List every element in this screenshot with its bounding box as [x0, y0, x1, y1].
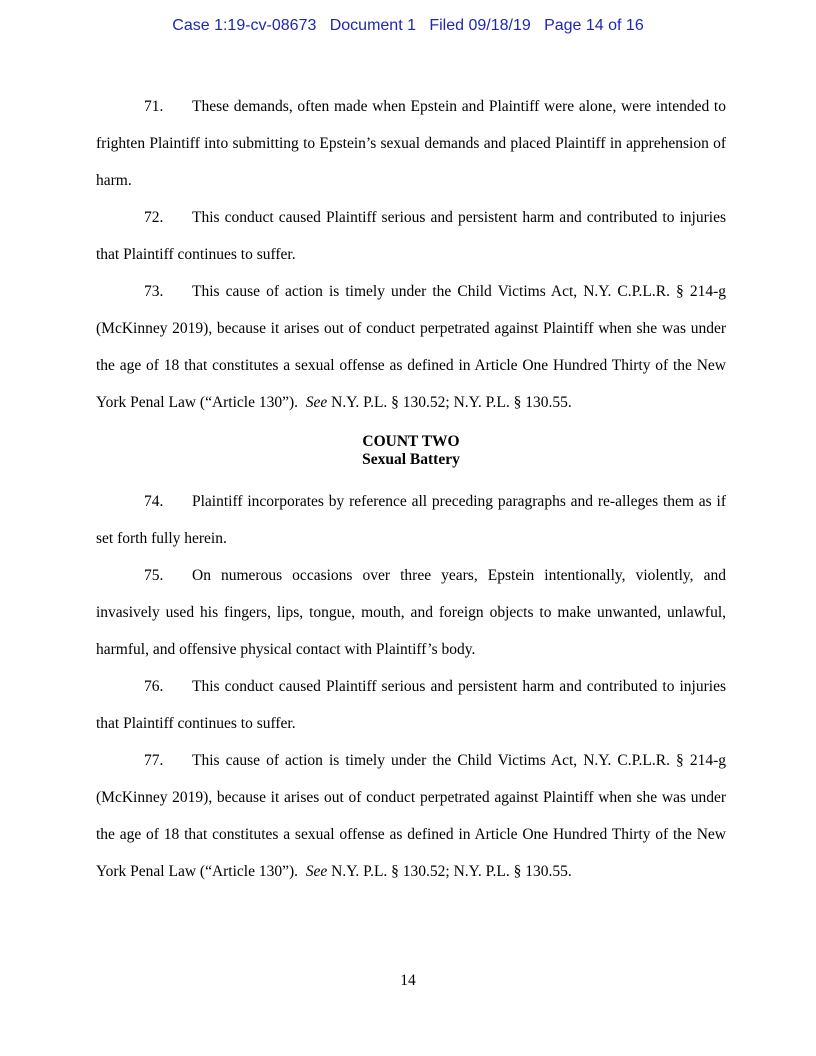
paragraph-number: 73. — [144, 283, 164, 300]
paragraph-71 — [96, 88, 726, 199]
paragraph-text: This conduct caused Plaintiff serious and persistent harm and contributed to injuries that Plaintiff continues to suffer. — [96, 209, 726, 263]
paragraph-text: This cause of action is timely under the Child Victims Act, N.Y. C.P.L.R. § 214-g (McKinney 2019), because it arises out of conduct perpetrated against Plaintiff when she was under the age of 18 that constitutes a sexual offense as defined in Article One Hundred Thirty of the New York Penal Law (“Article 130”). — [96, 752, 726, 880]
page-number: 14 — [400, 972, 416, 989]
case-number: Case 1:19-cv-08673 — [172, 17, 317, 34]
paragraph-text: This cause of action is timely under the Child Victims Act, N.Y. C.P.L.R. § 214-g (McKinney 2019), because it arises out of conduct perpetrated against Plaintiff when she was under the age of 18 that constitutes a sexual offense as defined in Article One Hundred Thirty of the New York Penal Law (“Article 130”). — [96, 283, 726, 411]
paragraph-text: On numerous occasions over three years, Epstein intentionally, violently, and invasively used his fingers, lips, tongue, mouth, and foreign objects to make unwanted, unlawful, harmful, and offensive physical contact with Plaintiff’s body. — [96, 567, 726, 658]
paragraph-number: 71. — [144, 98, 164, 115]
filed-date: Filed 09/18/19 — [429, 17, 531, 34]
count-subtitle: Sexual Battery — [362, 451, 460, 468]
paragraph-73 — [96, 273, 726, 421]
paragraph-77 — [96, 742, 726, 890]
paragraph-number: 74. — [144, 493, 164, 510]
count-title: COUNT TWO — [362, 433, 460, 450]
case-header — [0, 17, 816, 35]
paragraph-text: This conduct caused Plaintiff serious and persistent harm and contributed to injuries that Plaintiff continues to suffer. — [96, 678, 726, 732]
paragraph-72 — [96, 199, 726, 273]
paragraph-text: Plaintiff incorporates by reference all preceding paragraphs and re-alleges them as if set forth fully herein. — [96, 493, 726, 547]
citation: N.Y. P.L. § 130.52; N.Y. P.L. § 130.55. — [331, 394, 572, 411]
paragraph-number: 76. — [144, 678, 164, 695]
document-body — [96, 88, 726, 890]
citation-signal: See — [305, 394, 328, 411]
citation: N.Y. P.L. § 130.52; N.Y. P.L. § 130.55. — [331, 863, 572, 880]
paragraph-74 — [96, 483, 726, 557]
paragraph-text: These demands, often made when Epstein and Plaintiff were alone, were intended to frighten Plaintiff into submitting to Epstein’s sexual demands and placed Plaintiff in apprehension of harm. — [96, 98, 726, 189]
paragraph-75 — [96, 557, 726, 668]
count-heading — [96, 433, 726, 469]
paragraph-number: 75. — [144, 567, 164, 584]
page-of-total: Page 14 of 16 — [544, 17, 644, 34]
citation-signal: See — [305, 863, 328, 880]
paragraph-76 — [96, 668, 726, 742]
paragraph-number: 77. — [144, 752, 164, 769]
paragraph-number: 72. — [144, 209, 164, 226]
document-number: Document 1 — [329, 17, 416, 34]
